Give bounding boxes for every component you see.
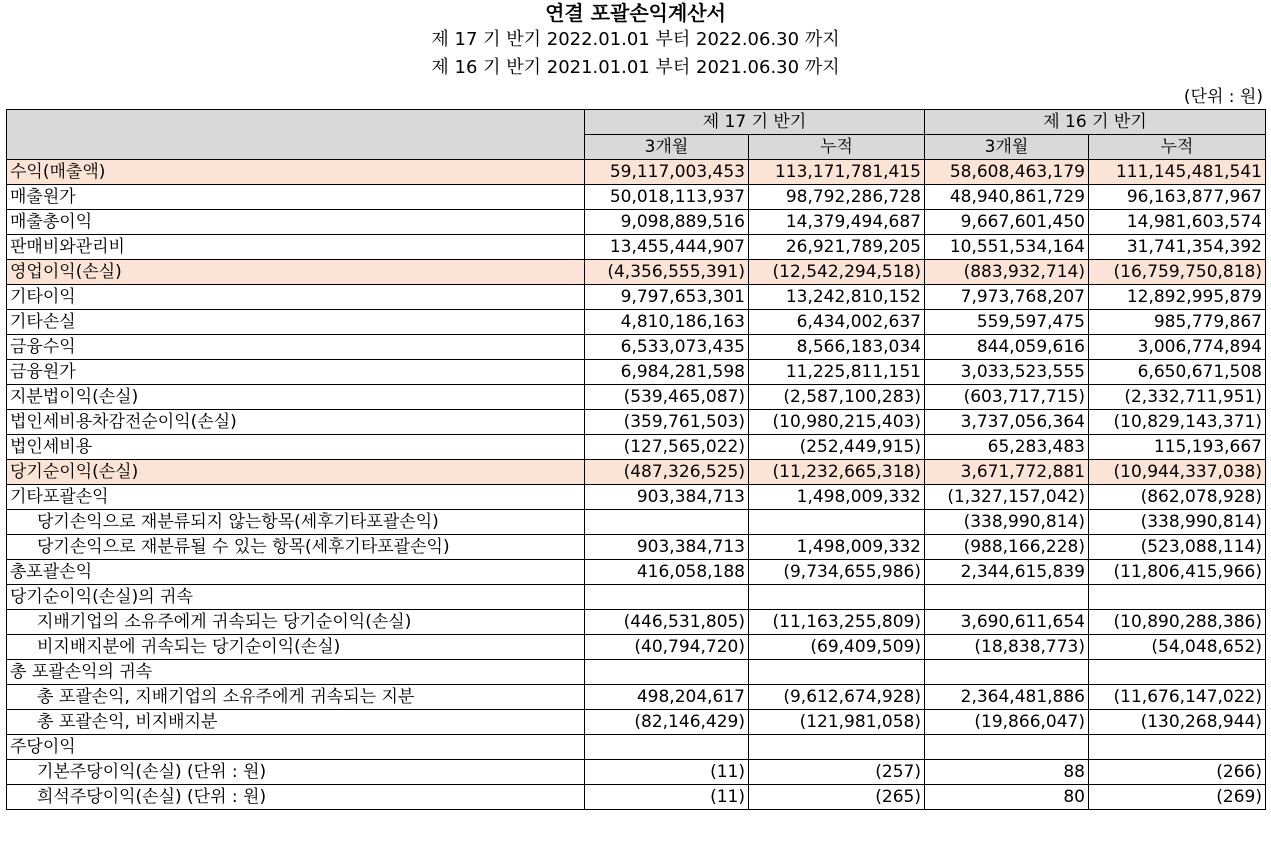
value-prior-cumulative: 115,193,667 xyxy=(1089,435,1266,460)
value-prior-3m: 9,667,601,450 xyxy=(925,210,1089,235)
value-prior-cumulative: (338,990,814) xyxy=(1089,510,1266,535)
value-prior-cumulative: (11,676,147,022) xyxy=(1089,685,1266,710)
value-prior-3m: (1,327,157,042) xyxy=(925,485,1089,510)
value-prior-3m: 559,597,475 xyxy=(925,310,1089,335)
row-label: 매출원가 xyxy=(7,185,585,210)
row-label: 총포괄손익 xyxy=(7,560,585,585)
value-current-3m: (446,531,805) xyxy=(585,610,749,635)
value-prior-3m: 844,059,616 xyxy=(925,335,1089,360)
value-current-cumulative: (12,542,294,518) xyxy=(749,260,925,285)
value-current-cumulative: (9,734,655,986) xyxy=(749,560,925,585)
value-prior-cumulative: 31,741,354,392 xyxy=(1089,235,1266,260)
value-prior-cumulative xyxy=(1089,735,1266,760)
value-prior-3m: 10,551,534,164 xyxy=(925,235,1089,260)
table-row xyxy=(7,485,1266,510)
value-current-3m: (539,465,087) xyxy=(585,385,749,410)
value-current-cumulative: (69,409,509) xyxy=(749,635,925,660)
value-current-cumulative: (121,981,058) xyxy=(749,710,925,735)
value-prior-3m: 2,344,615,839 xyxy=(925,560,1089,585)
table-row xyxy=(7,310,1266,335)
value-prior-3m: (603,717,715) xyxy=(925,385,1089,410)
table-row xyxy=(7,435,1266,460)
value-current-3m: 416,058,188 xyxy=(585,560,749,585)
value-current-cumulative: 26,921,789,205 xyxy=(749,235,925,260)
unit-label: (단위 : 원) xyxy=(1183,87,1263,107)
period-prior: 제 16 기 반기 2021.01.01 부터 2021.06.30 까지 xyxy=(431,57,840,78)
table-row xyxy=(7,335,1266,360)
value-prior-3m: 3,737,056,364 xyxy=(925,410,1089,435)
value-prior-3m: (338,990,814) xyxy=(925,510,1089,535)
value-current-cumulative: 113,171,781,415 xyxy=(749,160,925,185)
value-current-cumulative xyxy=(749,585,925,610)
row-label: 기타이익 xyxy=(7,285,585,310)
table-row xyxy=(7,185,1266,210)
value-current-3m: 6,984,281,598 xyxy=(585,360,749,385)
table-row xyxy=(7,210,1266,235)
table-row xyxy=(7,785,1266,810)
value-current-3m: 903,384,713 xyxy=(585,485,749,510)
header-prior-cumulative: 누적 xyxy=(1089,135,1266,160)
value-current-3m: 50,018,113,937 xyxy=(585,185,749,210)
value-prior-3m xyxy=(925,735,1089,760)
table-row xyxy=(7,235,1266,260)
table-row xyxy=(7,510,1266,535)
value-prior-3m: 48,940,861,729 xyxy=(925,185,1089,210)
row-label: 기타손실 xyxy=(7,310,585,335)
value-prior-3m: (988,166,228) xyxy=(925,535,1089,560)
row-label: 영업이익(손실) xyxy=(7,260,585,285)
value-current-3m: 9,797,653,301 xyxy=(585,285,749,310)
row-label: 법인세비용차감전순이익(손실) xyxy=(7,410,585,435)
value-prior-3m: 58,608,463,179 xyxy=(925,160,1089,185)
value-prior-cumulative: (10,944,337,038) xyxy=(1089,460,1266,485)
value-current-3m: (82,146,429) xyxy=(585,710,749,735)
header-account-cell xyxy=(7,110,585,160)
value-current-cumulative: (10,980,215,403) xyxy=(749,410,925,435)
header-row-group xyxy=(7,110,1266,135)
value-prior-3m xyxy=(925,660,1089,685)
header-period-current: 제 17 기 반기 xyxy=(585,110,925,135)
value-prior-cumulative xyxy=(1089,660,1266,685)
value-prior-cumulative: (269) xyxy=(1089,785,1266,810)
value-current-3m: (487,326,525) xyxy=(585,460,749,485)
value-prior-cumulative: (266) xyxy=(1089,760,1266,785)
row-label: 희석주당이익(손실) (단위 : 원) xyxy=(7,785,585,810)
value-prior-3m: 80 xyxy=(925,785,1089,810)
value-current-3m xyxy=(585,735,749,760)
header-current-3m: 3개월 xyxy=(585,135,749,160)
value-prior-cumulative: (862,078,928) xyxy=(1089,485,1266,510)
row-label: 수익(매출액) xyxy=(7,160,585,185)
value-current-cumulative: (11,163,255,809) xyxy=(749,610,925,635)
value-current-cumulative: (265) xyxy=(749,785,925,810)
table-row xyxy=(7,710,1266,735)
value-prior-3m: 65,283,483 xyxy=(925,435,1089,460)
value-current-cumulative: 6,434,002,637 xyxy=(749,310,925,335)
row-label: 주당이익 xyxy=(7,735,585,760)
value-prior-3m: (18,838,773) xyxy=(925,635,1089,660)
value-current-3m: 6,533,073,435 xyxy=(585,335,749,360)
value-prior-cumulative: 96,163,877,967 xyxy=(1089,185,1266,210)
row-label: 총 포괄손익, 지배기업의 소유주에게 귀속되는 지분 xyxy=(7,685,585,710)
value-current-cumulative xyxy=(749,510,925,535)
row-label: 매출총이익 xyxy=(7,210,585,235)
value-prior-cumulative: 3,006,774,894 xyxy=(1089,335,1266,360)
table-row xyxy=(7,535,1266,560)
value-current-cumulative xyxy=(749,735,925,760)
value-current-cumulative: 13,242,810,152 xyxy=(749,285,925,310)
value-current-cumulative: (2,587,100,283) xyxy=(749,385,925,410)
value-prior-cumulative: (10,829,143,371) xyxy=(1089,410,1266,435)
row-label: 법인세비용 xyxy=(7,435,585,460)
value-current-cumulative: 11,225,811,151 xyxy=(749,360,925,385)
table-row xyxy=(7,560,1266,585)
value-current-cumulative: (257) xyxy=(749,760,925,785)
row-label: 기본주당이익(손실) (단위 : 원) xyxy=(7,760,585,785)
row-label: 총 포괄손익의 귀속 xyxy=(7,660,585,685)
row-label: 당기손익으로 재분류되지 않는항목(세후기타포괄손익) xyxy=(7,510,585,535)
table-row xyxy=(7,410,1266,435)
table-row xyxy=(7,635,1266,660)
value-current-3m: 13,455,444,907 xyxy=(585,235,749,260)
header-current-cumulative: 누적 xyxy=(749,135,925,160)
row-label: 당기손익으로 재분류될 수 있는 항목(세후기타포괄손익) xyxy=(7,535,585,560)
value-current-3m: 903,384,713 xyxy=(585,535,749,560)
value-prior-cumulative: (2,332,711,951) xyxy=(1089,385,1266,410)
value-current-cumulative xyxy=(749,660,925,685)
value-current-3m: (11) xyxy=(585,785,749,810)
value-current-cumulative: 98,792,286,728 xyxy=(749,185,925,210)
value-current-cumulative: 1,498,009,332 xyxy=(749,485,925,510)
value-current-3m: (11) xyxy=(585,760,749,785)
row-label: 지분법이익(손실) xyxy=(7,385,585,410)
value-prior-3m xyxy=(925,585,1089,610)
table-row xyxy=(7,660,1266,685)
row-label: 지배기업의 소유주에게 귀속되는 당기순이익(손실) xyxy=(7,610,585,635)
table-row xyxy=(7,460,1266,485)
value-prior-3m: 88 xyxy=(925,760,1089,785)
value-current-cumulative: 8,566,183,034 xyxy=(749,335,925,360)
value-current-cumulative: (9,612,674,928) xyxy=(749,685,925,710)
statement-title: 연결 포괄손익계산서 xyxy=(545,1,726,25)
table-row xyxy=(7,735,1266,760)
table-row xyxy=(7,760,1266,785)
row-label: 비지배지분에 귀속되는 당기순이익(손실) xyxy=(7,635,585,660)
value-current-3m: (127,565,022) xyxy=(585,435,749,460)
value-current-3m xyxy=(585,585,749,610)
value-current-3m: 4,810,186,163 xyxy=(585,310,749,335)
value-current-3m: (359,761,503) xyxy=(585,410,749,435)
value-prior-cumulative xyxy=(1089,585,1266,610)
table-row xyxy=(7,360,1266,385)
value-prior-cumulative: (16,759,750,818) xyxy=(1089,260,1266,285)
row-label: 판매비와관리비 xyxy=(7,235,585,260)
row-label: 당기순이익(손실)의 귀속 xyxy=(7,585,585,610)
period-current: 제 17 기 반기 2022.01.01 부터 2022.06.30 까지 xyxy=(431,29,840,50)
value-prior-cumulative: 985,779,867 xyxy=(1089,310,1266,335)
value-current-3m xyxy=(585,510,749,535)
value-prior-3m: 2,364,481,886 xyxy=(925,685,1089,710)
value-prior-3m: (883,932,714) xyxy=(925,260,1089,285)
row-label: 금융수익 xyxy=(7,335,585,360)
row-label: 기타포괄손익 xyxy=(7,485,585,510)
value-prior-cumulative: 14,981,603,574 xyxy=(1089,210,1266,235)
value-prior-3m: 7,973,768,207 xyxy=(925,285,1089,310)
value-prior-cumulative: 111,145,481,541 xyxy=(1089,160,1266,185)
table-row xyxy=(7,260,1266,285)
table-row xyxy=(7,160,1266,185)
value-prior-cumulative: (11,806,415,966) xyxy=(1089,560,1266,585)
value-prior-cumulative: (523,088,114) xyxy=(1089,535,1266,560)
value-prior-cumulative: 12,892,995,879 xyxy=(1089,285,1266,310)
table-row xyxy=(7,610,1266,635)
table-body xyxy=(7,160,1266,810)
table-row xyxy=(7,385,1266,410)
row-label: 당기순이익(손실) xyxy=(7,460,585,485)
value-prior-cumulative: (130,268,944) xyxy=(1089,710,1266,735)
table-row xyxy=(7,285,1266,310)
row-label: 총 포괄손익, 비지배지분 xyxy=(7,710,585,735)
header-period-prior: 제 16 기 반기 xyxy=(925,110,1266,135)
value-current-cumulative: 14,379,494,687 xyxy=(749,210,925,235)
value-prior-3m: 3,690,611,654 xyxy=(925,610,1089,635)
value-prior-3m: 3,671,772,881 xyxy=(925,460,1089,485)
value-current-cumulative: 1,498,009,332 xyxy=(749,535,925,560)
value-prior-cumulative: (54,048,652) xyxy=(1089,635,1266,660)
value-current-3m: (4,356,555,391) xyxy=(585,260,749,285)
value-prior-3m: 3,033,523,555 xyxy=(925,360,1089,385)
value-current-3m xyxy=(585,660,749,685)
value-prior-3m: (19,866,047) xyxy=(925,710,1089,735)
header-prior-3m: 3개월 xyxy=(925,135,1089,160)
value-current-3m: (40,794,720) xyxy=(585,635,749,660)
value-current-3m: 59,117,003,453 xyxy=(585,160,749,185)
value-current-cumulative: (252,449,915) xyxy=(749,435,925,460)
income-statement-table xyxy=(6,109,1266,810)
value-current-3m: 498,204,617 xyxy=(585,685,749,710)
value-prior-cumulative: (10,890,288,386) xyxy=(1089,610,1266,635)
table-row xyxy=(7,585,1266,610)
value-current-3m: 9,098,889,516 xyxy=(585,210,749,235)
row-label: 금융원가 xyxy=(7,360,585,385)
value-current-cumulative: (11,232,665,318) xyxy=(749,460,925,485)
value-prior-cumulative: 6,650,671,508 xyxy=(1089,360,1266,385)
table-row xyxy=(7,685,1266,710)
